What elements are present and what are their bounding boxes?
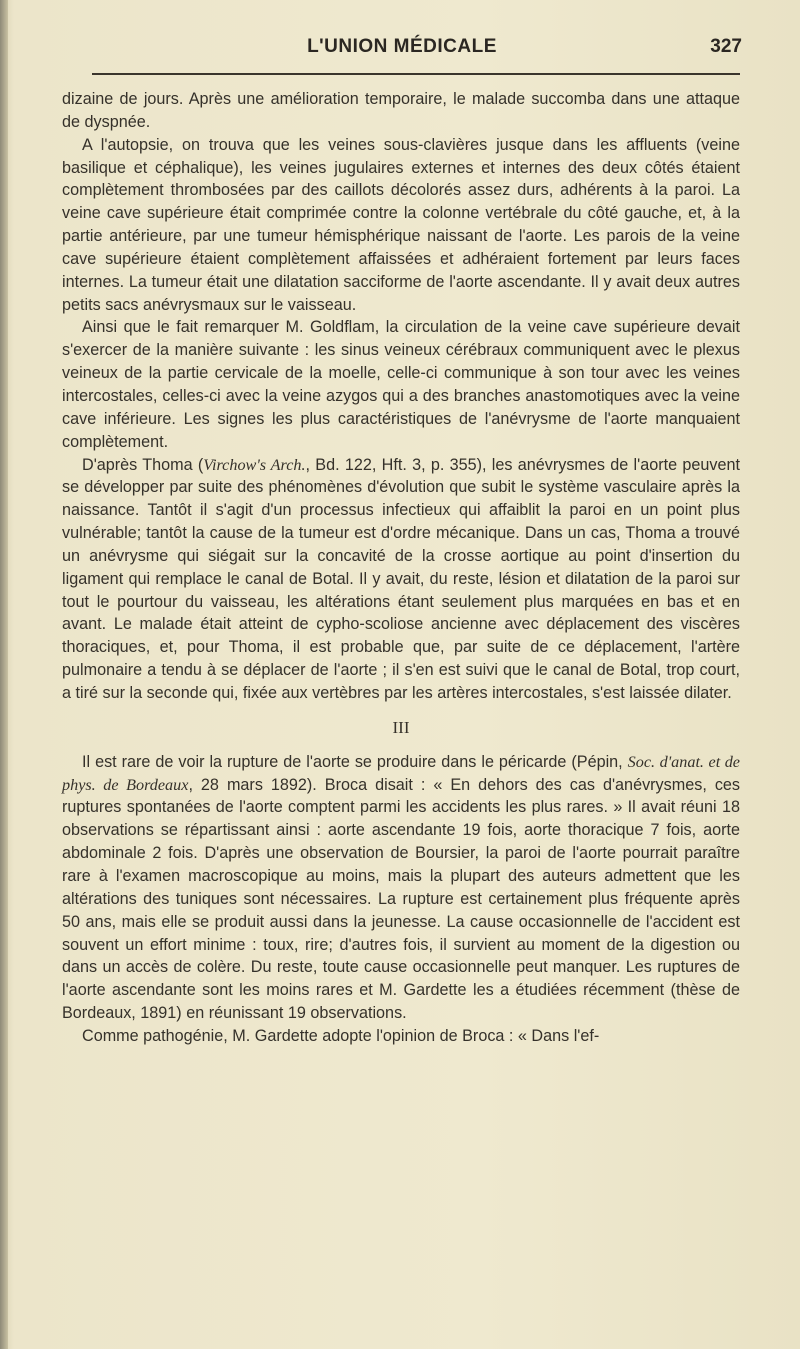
running-title: L'UNION MÉDICALE <box>307 36 497 57</box>
paragraph-5-rest: , 28 mars 1892). Broca disait : « En dehors des cas d'anévrysmes, ces ruptures spontanées de l'aorte comptent parmi les accidents les plus rares. » Il avait réuni 18 observations se répartissant ainsi : aorte ascendante 19 fois, aorte thoracique 7 fois, aorte abdominale 2 fois. D'après une observation de Boursier, la paroi de l'aorte pourrait paraître rare à l'examen macroscopique au moins, mais la plupart des auteurs admettent que les altérations des tuniques sont nécessaires. La rupture est certainement plus fréquente après 50 ans, mais elle se produit aussi dans la jeunesse. La cause occasionnelle de l'accident est souvent un effort minime : toux, rire; d'autres fois, il survient au moment de la digestion ou dans un accès de colère. Du reste, toute cause occasionnelle peut manquer. Les ruptures de l'aorte ascendante sont les moins rares et M. Gardette les a étudiées récemment (thèse de Bordeaux, 1891) en réunissant 19 observations. <box>62 775 741 1023</box>
paragraph-5 <box>62 751 740 1025</box>
book-spine-edge <box>0 0 8 1349</box>
citation-bordeaux: Soc. d'anat. et de phys. de Bordeaux <box>62 752 740 794</box>
paragraph-2: A l'autopsie, on trouva que les veines sous-clavières jusque dans les affluents (veine basilique et céphalique), les veines jugulaires externes et internes des deux côtés étaient complètement thrombosées par des caillots décolorés assez durs, adhérents à la paroi. La veine cave supérieure était comprimée contre la colonne vertébrale du côté gauche, et, à la partie antérieure, par une tumeur hémisphérique naissant de l'aorte. Les parois de la veine cave supérieure étaient complètement affaissées et adhéraient fortement par leurs faces internes. La tumeur était une dilatation sacciforme de l'aorte ascendante. Il y avait deux autres petits sacs anévrysmaux sur le vaisseau. <box>62 135 740 314</box>
section-heading: III <box>392 717 410 737</box>
header-rule <box>92 73 740 75</box>
paragraph-4-rest: , Bd. 122, Hft. 3, p. 355), les anévrysmes de l'aorte peuvent se développer par suite des phénomènes d'évolution que subit le système vasculaire après la naissance. Tantôt il s'agit d'un processus infectieux qui affaiblit la paroi en un point plus vulnérable; tantôt la cause de la tumeur est d'ordre mécanique. Dans un cas, Thoma a trouvé un anévrysme qui siégait sur la concavité de la crosse aortique au point d'insertion du ligament qui remplace le canal de Botal. Il y avait, du reste, lésion et dilatation de la paroi sur tout le pourtour du vaisseau, les altérations étant seulement plus marquées en bas et en avant. Le malade était atteint de cypho-scoliose ancienne avec déplacement des viscères thoraciques, et, pour Thoma, il est probable que, par suite de ce déplacement, l'artère pulmonaire a tendu à se déplacer de l'aorte ; il s'en est suivi que le canal de Botal, trop court, a tiré sur la seconde qui, fixée aux vertèbres par les artères intercostales, s'est laissée dilater. <box>62 455 741 702</box>
page-number: 327 <box>710 36 742 57</box>
paragraph-3: Ainsi que le fait remarquer M. Goldflam, la circulation de la veine cave supérieure devait s'exercer de la manière suivante : les sinus veineux cérébraux communiquent avec le plexus veineux de la partie cervicale de la moelle, celle-ci communique à son tour avec les veines intercostales, celles-ci avec la veine azygos qui a des branches anastomotiques avec la veine cave inférieure. Les signes les plus caractéristiques de l'anévrysme de l'aorte manquaient complètement. <box>62 318 740 451</box>
article-body <box>62 88 740 1048</box>
page-header <box>62 30 742 70</box>
paragraph-6: Comme pathogénie, M. Gardette adopte l'opinion de Broca : « Dans l'ef- <box>82 1026 600 1045</box>
citation-virchow: Virchow's Arch. <box>203 455 306 474</box>
paragraph-4 <box>62 454 740 705</box>
paragraph-1: dizaine de jours. Après une amélioration temporaire, le malade succomba dans une attaque de dyspnée. <box>62 90 740 131</box>
paragraph-4-start: D'après Thoma ( <box>82 455 204 474</box>
paragraph-5-start: Il est rare de voir la rupture de l'aorte se produire dans le péricarde (Pépin, <box>82 752 628 771</box>
